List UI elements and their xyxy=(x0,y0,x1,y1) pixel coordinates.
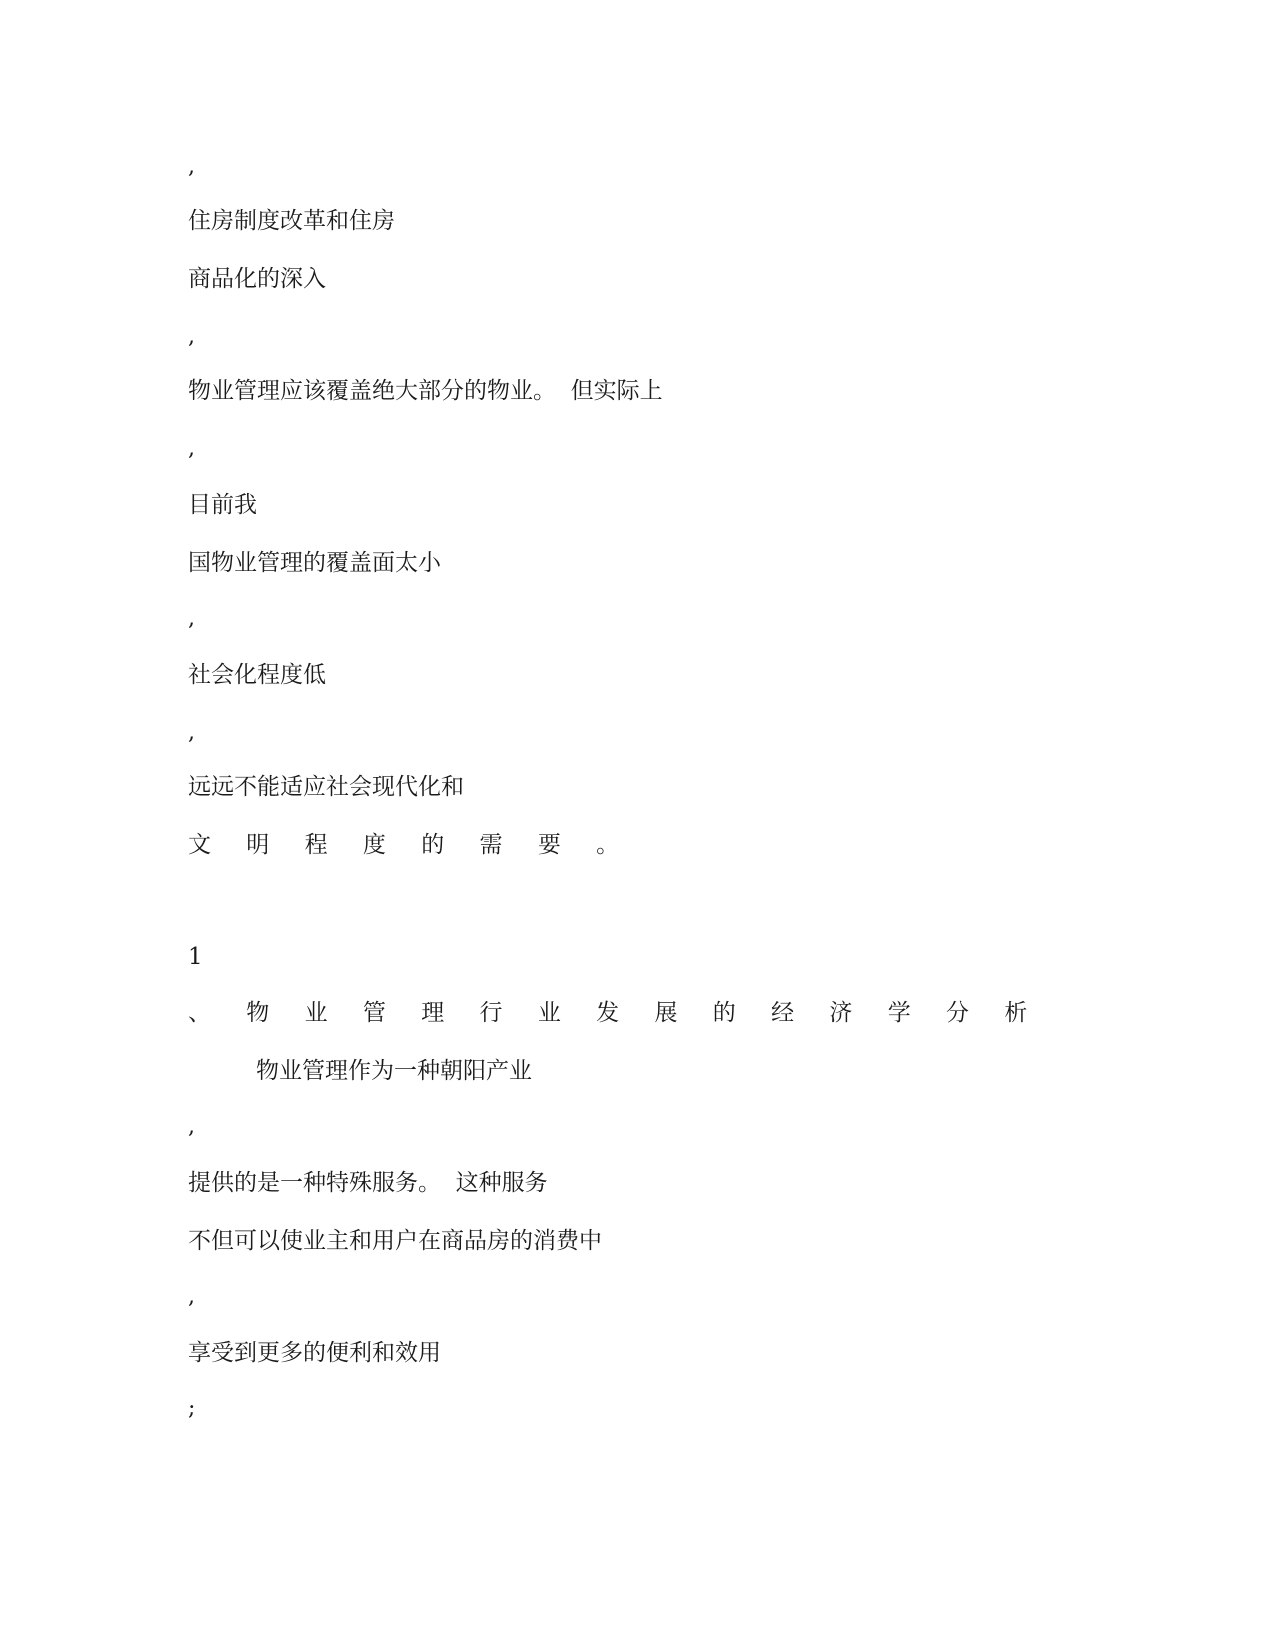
section-heading: 、 物 业 管 理 行 业 发 展 的 经 济 学 分 析 xyxy=(188,1000,1042,1026)
text-line: 享受到更多的便利和效用 xyxy=(188,1340,441,1366)
text-line: ; xyxy=(188,1396,196,1421)
text-line: 物业管理应该覆盖绝大部分的物业。 但实际上 xyxy=(188,378,663,404)
text-line: , xyxy=(188,436,195,461)
text-line: 商品化的深入 xyxy=(188,266,326,292)
paragraph-start: 物业管理作为一种朝阳产业 xyxy=(256,1058,532,1084)
text-line: , xyxy=(188,324,195,349)
text-line: , xyxy=(188,720,195,745)
text-line: 目前我 xyxy=(188,492,257,518)
text-line: , xyxy=(188,1284,195,1309)
text-line: 国物业管理的覆盖面太小 xyxy=(188,550,441,576)
text-line: , xyxy=(188,606,195,631)
text-line: 远远不能适应社会现代化和 xyxy=(188,774,464,800)
text-line: 社会化程度低 xyxy=(188,662,326,688)
text-line: , xyxy=(188,154,195,179)
section-number: 1 xyxy=(188,944,203,970)
text-line: 提供的是一种特殊服务。 这种服务 xyxy=(188,1170,548,1196)
text-line: 住房制度改革和住房 xyxy=(188,208,395,234)
text-line: 文 明 程 度 的 需 要 。 xyxy=(188,832,634,858)
text-line: , xyxy=(188,1114,195,1139)
text-line: 不但可以使业主和用户在商品房的消费中 xyxy=(188,1228,602,1254)
